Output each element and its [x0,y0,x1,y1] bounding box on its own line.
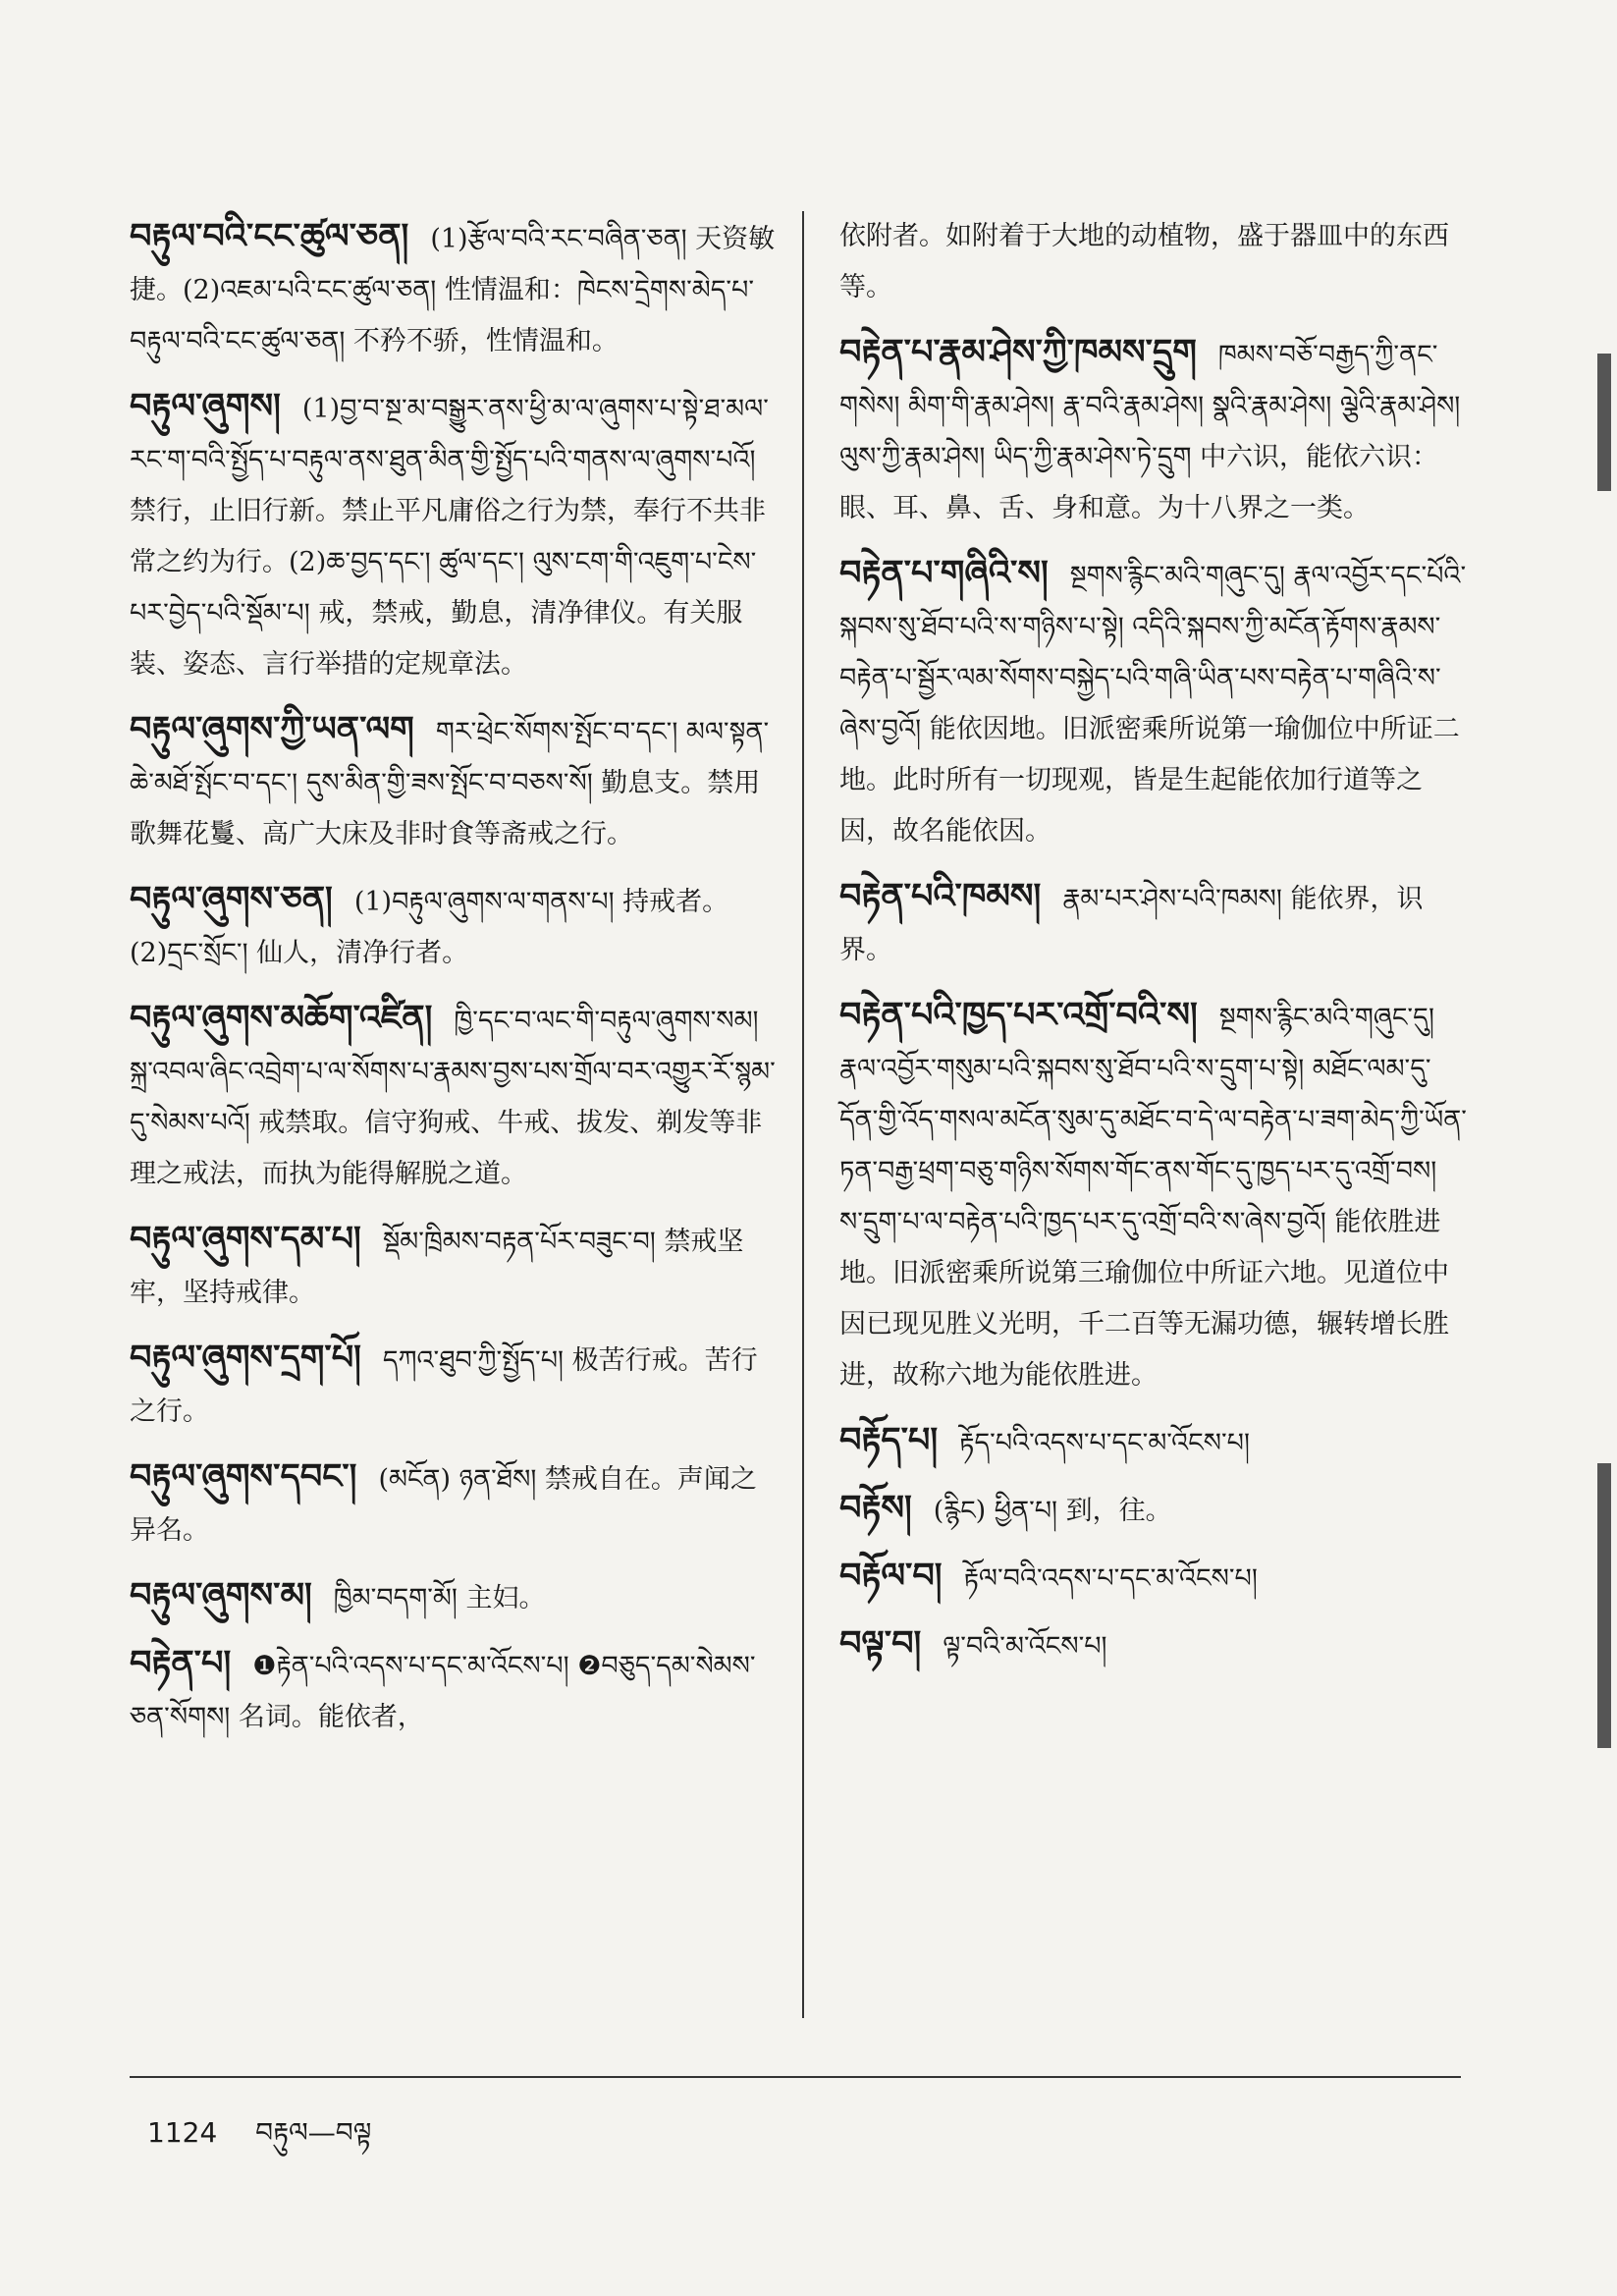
entry-headword: བརྟུལ་ཞུགས་དྲག་པོ། [130,1338,361,1378]
dictionary-entry [130,874,780,979]
dictionary-entry [839,548,1468,857]
dictionary-entry [130,993,780,1200]
entry-headword: བལྟ་བ། [839,1623,922,1664]
entry-definition: (རྙིང) ཕྱིན་པ། 到，往。 [933,1496,1172,1526]
entry-headword: བརྟེན་པའི་ཁམས། [839,876,1042,916]
dictionary-entry [839,1483,1468,1537]
dictionary-entry [839,990,1468,1401]
dictionary-entry [130,381,780,690]
entry-headword: བརྟུལ་ཞུགས་ཅན། [130,879,333,919]
dictionary-entry [839,871,1468,976]
entry-definition: (མངོན) ཉན་ཐོས། 禁戒自在。声闻之异名。 [130,1464,757,1546]
entry-headword: བརྟུལ་ཞུགས་མ། [130,1575,312,1615]
entry-definition: སྔགས་རྙིང་མའི་གཞུང་དུ། རྣལ་འབྱོར་གསུམ་པའི་སྐབས་སུ་ཐོབ་པའི་ས་དྲུག་པ་སྟེ། མཐོང་ལམ་དུ་དོན་གྱི་འོད་གསལ་མངོན་སུམ་དུ་མཐོང་བ་དེ་ལ་བརྟེན་པ་ཟག་མེད་ཀྱི་ཡོན་ཏན་བརྒྱ་ཕྲག་བཅུ་གཉིས་སོགས་གོང་ནས་གོང་དུ་ཁྱད་པར་དུ་འགྲོ་བས། ས་དྲུག་པ་ལ་བརྟེན་པའི་ཁྱད་པར་དུ་འགྲོ་བའི་ས་ཞེས་བྱའོ། 能依胜进地。旧派密乘所说第三瑜伽位中所证六地。见道位中因已现见胜义光明，千二百等无漏功德，辗转增长胜进，故称六地为能依胜进。 [839,1003,1467,1391]
entry-headword: བརྟུལ་ཞུགས་ཀྱི་ཡན་ལག [130,709,414,749]
entry-definition: རྟོལ་བའི་འདས་པ་དང་མ་འོངས་པ། [963,1563,1258,1594]
column-divider [802,211,804,2018]
entry-headword: བརྟུལ་ཞུགས་དམ་པ། [130,1219,361,1259]
dictionary-entry [130,704,780,860]
entry-headword: བརྟོས། [839,1488,912,1528]
entry-definition: ཁམས་བཅོ་བརྒྱད་ཀྱི་ནང་གསེས། མིག་གི་རྣམ་ཤེས། རྣ་བའི་རྣམ་ཤེས། སྣའི་རྣམ་ཤེས། ལྕེའི་རྣམ་ཤེས། ལུས་ཀྱི་རྣམ་ཤེས། ཡིད་ཀྱི་རྣམ་ཤེས་ཏེ་དྲུག 中六识，能依六识：眼、耳、鼻、舌、身和意。为十八界之一类。 [839,340,1461,523]
entry-headword: བརྟོད་པ། [839,1420,939,1460]
entry-headword: བརྟུལ་ཞུགས་དབང་། [130,1456,357,1497]
dictionary-entry [839,327,1468,534]
entry-headword: བརྟུལ་ཞུགས་མཆོག་འཛིན། [130,998,433,1038]
dictionary-entry [130,1451,780,1557]
entry-headword: བརྟེན་པའི་ཁྱད་པར་འགྲོ་བའི་ས། [839,995,1198,1035]
entry-definition: (1)བྱ་བ་སྔ་མ་བསྒྱུར་ནས་ཕྱི་མ་ལ་ཞུགས་པ་སྟེ་ཐ་མལ་རང་ག་བའི་སྤྱོད་པ་བརྟུལ་ནས་ཐུན་མིན་གྱི་སྤྱོད་པའི་གནས་ལ་ཞུགས་པའོ། 禁行，止旧行新。禁止平凡庸俗之行为禁，奉行不共非常之约为行。(2)ཆ་བྱད་དང་། ཚུལ་དང་། ལུས་ངག་གི་འཇུག་པ་ངེས་པར་བྱེད་པའི་སྡོམ་པ། 戒，禁戒，勤息，清净律仪。有关服装、姿态、言行举措的定规章法。 [130,394,769,680]
dictionary-entry [839,1618,1468,1672]
entry-definition: གར་ཕྲེང་སོགས་སྤོང་བ་དང་། མལ་སྟན་ཆེ་མཐོ་སྤོང་བ་དང་། དུས་མིན་གྱི་ཟས་སྤོང་བ་བཅས་སོ། 勤息支。禁用歌舞花鬘、高广大床及非时食等斋戒之行。 [130,717,770,849]
entry-headword: བརྟུལ་བའི་ངང་ཚུལ་ཅན། [130,216,409,256]
entry-definition: ལྟ་བའི་མ་འོངས་པ། [943,1631,1107,1662]
dictionary-entry [839,1415,1468,1469]
entry-definition: རྟོད་པའི་འདས་པ་དང་མ་འོངས་པ། [959,1428,1250,1458]
page-range: བརྟུལ—བལྟ [255,2116,372,2149]
left-column [130,211,780,1757]
dictionary-entry [839,1551,1468,1605]
page-number: 1124 [147,2116,218,2149]
dictionary-entry [130,211,780,367]
entry-definition: (1)བརྟུལ་ཞུགས་ལ་གནས་པ། 持戒者。(2)དྲང་སྲོང་། 仙人，清净行者。 [130,887,729,968]
page-footer [147,2102,371,2179]
entry-definition: ཁྱིམ་བདག་མོ། 主妇。 [333,1583,546,1613]
entry-definition: རྣམ་པར་ཤེས་པའི་ཁམས། 能依界，识界。 [839,884,1424,965]
scan-edge-marks [1593,354,1617,1728]
entry-definition: ཁྱི་དང་བ་ལང་གི་བརྟུལ་ཞུགས་སམ། སྐྲ་འབལ་ཞིང་འབྲེག་པ་ལ་སོགས་པ་རྣམས་བྱས་པས་གྲོལ་བར་འགྱུར་རོ་སྙམ་དུ་སེམས་པའོ། 戒禁取。信守狗戒、牛戒、拔发、剃发等非理之戒法，而执为能得解脱之道。 [130,1006,776,1189]
dictionary-entry [130,1214,780,1319]
entry-definition: དཀའ་ཐུབ་ཀྱི་སྤྱོད་པ། 极苦行戒。苦行之行。 [130,1345,758,1427]
entry-headword: བརྟེན་པ། [130,1643,232,1683]
dictionary-entry [130,1570,780,1624]
entry-headword: བརྟེན་པ་གཞིའི་ས། [839,553,1049,593]
entry-headword: བརྟེན་པ་རྣམ་ཤེས་ཀྱི་ཁམས་དྲུག [839,332,1197,372]
dictionary-entry [130,1638,780,1743]
entry-definition: (1)རྩོལ་བའི་རང་བཞིན་ཅན། 天资敏捷。(2)འཇམ་པའི་ངང་ཚུལ་ཅན། 性情温和：ཁེངས་དྲེགས་མེད་པ་བརྟུལ་བའི་ངང་ཚུལ་ཅན། 不矜不骄，性情温和。 [130,224,776,356]
dictionary-entry [130,1333,780,1438]
entry-headword: བརྟོལ་བ། [839,1556,943,1596]
entry-headword: བརྟུལ་ཞུགས། [130,386,281,426]
entry-definition: སྔགས་རྙིང་མའི་གཞུང་དུ། རྣལ་འབྱོར་དང་པོའི་སྐབས་སུ་ཐོབ་པའི་ས་གཉིས་པ་སྟེ། འདིའི་སྐབས་ཀྱི་མངོན་རྟོགས་རྣམས་བརྟེན་པ་སྦྱོར་ལམ་སོགས་བསྐྱེད་པའི་གཞི་ཡིན་པས་བརྟེན་པ་གཞིའི་ས་ཞེས་བྱའོ། 能依因地。旧派密乘所说第一瑜伽位中所证二地。此时所有一切现观，皆是生起能依加行道等之因，故名能依因。 [839,561,1467,847]
right-column [839,211,1468,1686]
dictionary-entry [839,211,1468,313]
entry-definition: ❶རྟེན་པའི་འདས་པ་དང་མ་འོངས་པ། ❷བཅུད་དམ་སེམས་ཅན་སོགས། 名词。能依者， [130,1651,756,1732]
footer-rule [130,2076,1461,2078]
entry-definition: 依附者。如附着于大地的动植物，盛于器皿中的东西等。 [839,221,1449,302]
entry-definition: སྡོམ་ཁྲིམས་བརྟན་པོར་བཟུང་བ། 禁戒坚牢，坚持戒律。 [130,1227,744,1308]
